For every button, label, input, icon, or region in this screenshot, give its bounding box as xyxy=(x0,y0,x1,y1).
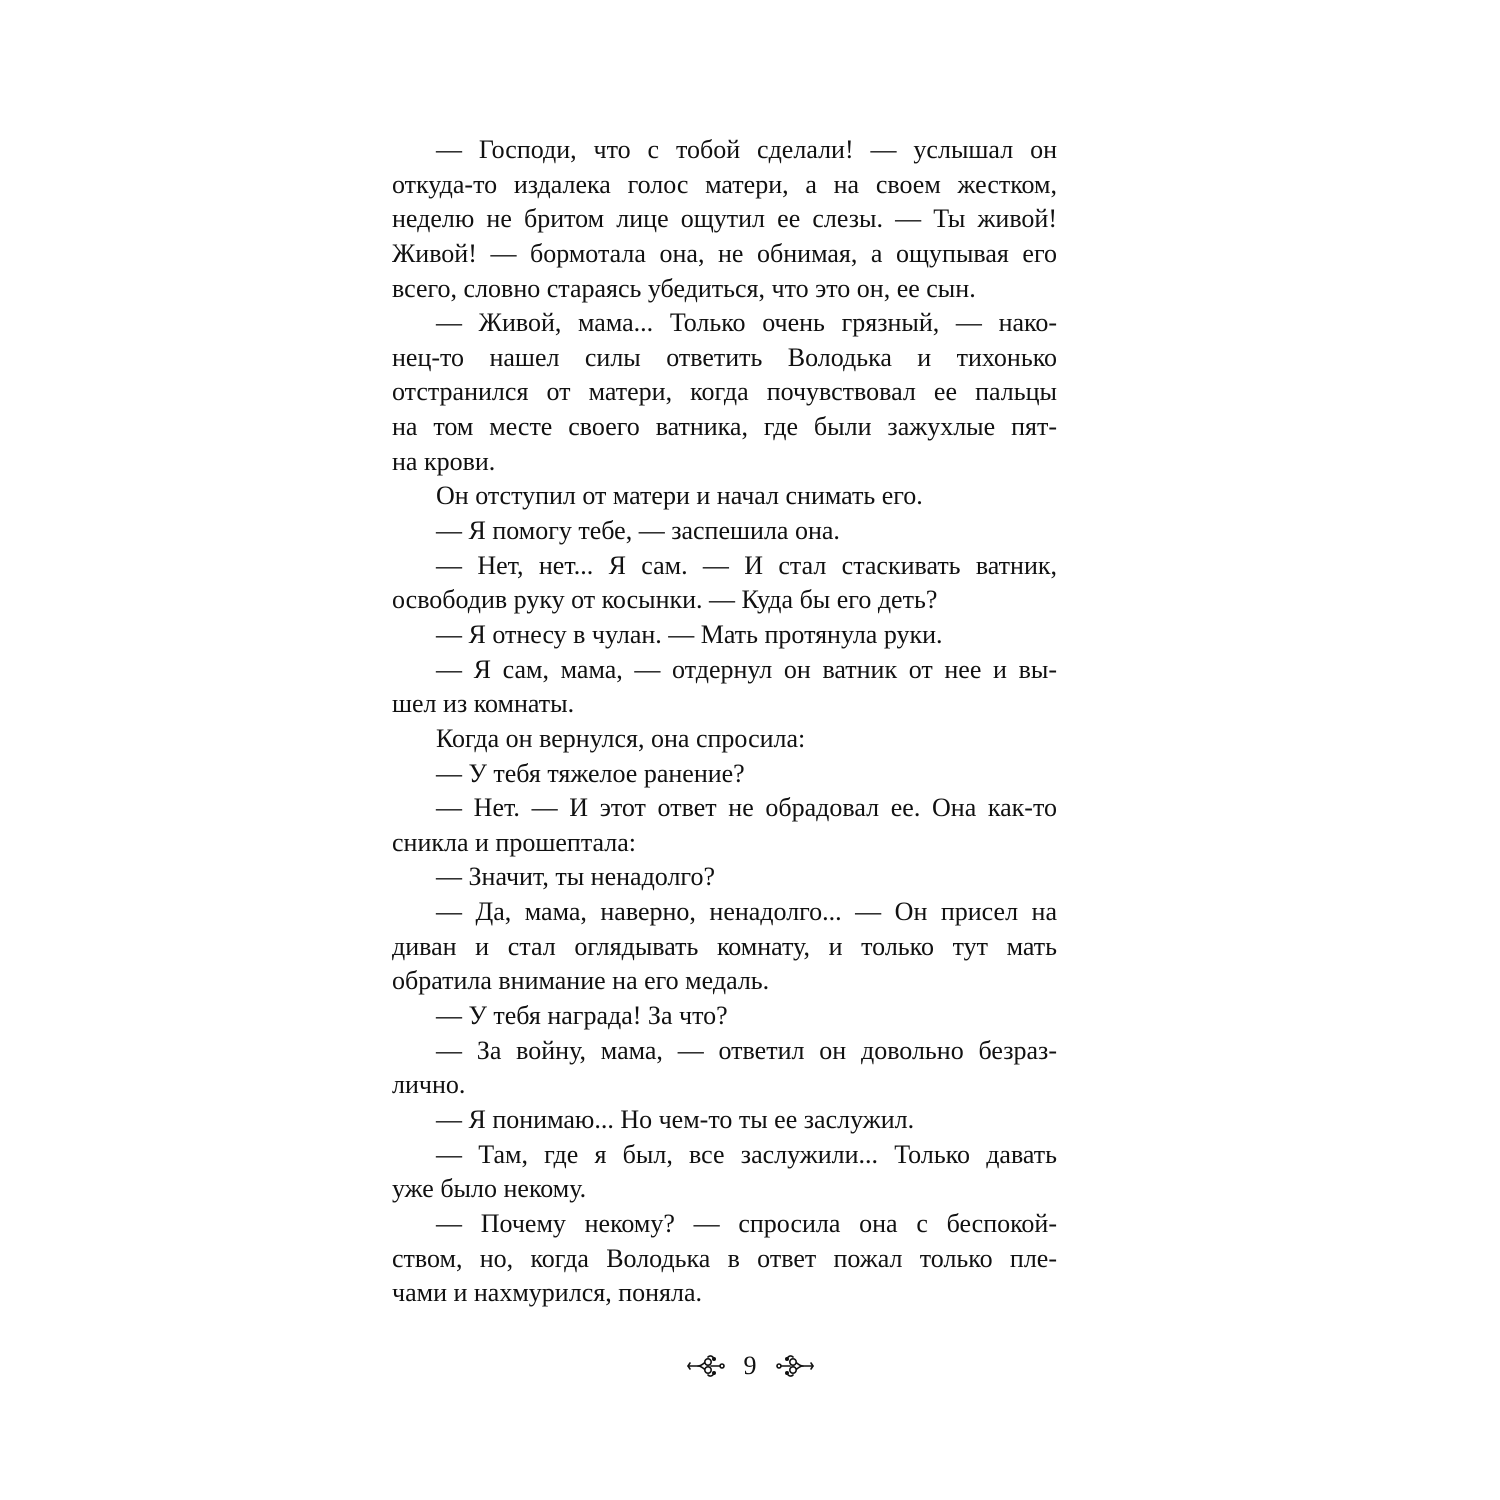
fleuron-right-icon xyxy=(775,1354,815,1378)
text-line: освободив руку от косынки. — Куда бы его деть? xyxy=(392,585,938,615)
text-line: — Я понимаю... Но чем-то ты ее заслужил. xyxy=(436,1104,915,1134)
text-line: — У тебя тяжелое ранение? xyxy=(436,758,745,788)
text-line: — Нет, нет... Я сам. — И стал стаскивать ватник, xyxy=(436,550,1057,580)
text-line: неделю не бритом лице ощутил ее слезы. — Ты живой! xyxy=(392,204,1057,234)
text-line: — За войну, мама, — ответил он довольно безраз- xyxy=(436,1035,1057,1065)
text-line: лично. xyxy=(392,1070,466,1100)
text-line: — Я сам, мама, — отдернул он ватник от нее и вы- xyxy=(436,654,1057,684)
text-line: — Значит, ты ненадолго? xyxy=(436,862,715,892)
text-line: обратила внимание на его медаль. xyxy=(392,966,770,996)
text-line: отстранился от матери, когда почувствовал ее пальцы xyxy=(392,377,1057,407)
body-text xyxy=(392,133,1057,1311)
text-line: нец-то нашел силы ответить Володька и тихонько xyxy=(392,342,1057,372)
page-number: 9 xyxy=(743,1351,757,1380)
text-line: — Там, где я был, все заслужили... Только давать xyxy=(436,1139,1057,1169)
text-line: уже было некому. xyxy=(392,1174,587,1204)
text-line: на крови. xyxy=(392,446,496,476)
text-line: на том месте своего ватника, где были зажухлые пят- xyxy=(392,412,1057,442)
text-line: — У тебя награда! За что? xyxy=(436,1001,728,1031)
text-line: всего, словно стараясь убедиться, что это он, ее сын. xyxy=(392,273,976,303)
text-line: Когда он вернулся, она спросила: xyxy=(436,723,806,753)
page-footer xyxy=(0,1346,1500,1386)
text-line: шел из комнаты. xyxy=(392,689,575,719)
text-line: Он отступил от матери и начал снимать его. xyxy=(436,481,923,511)
text-line: диван и стал оглядывать комнату, и только тут мать xyxy=(392,931,1057,961)
fleuron-left-icon xyxy=(686,1354,726,1378)
text-line: ством, но, когда Володька в ответ пожал только пле- xyxy=(392,1243,1057,1273)
text-line: — Да, мама, наверно, ненадолго... — Он присел на xyxy=(436,897,1057,927)
text-line: — Господи, что с тобой сделали! — услышал он xyxy=(436,135,1057,164)
text-line: чами и нахмурился, поняла. xyxy=(392,1278,702,1308)
text-line: откуда-то издалека голос матери, а на своем жестком, xyxy=(392,169,1057,199)
text-line: — Я помогу тебе, — заспешила она. xyxy=(436,516,840,546)
text-line: сникла и прошептала: xyxy=(392,827,637,857)
text-line: — Я отнесу в чулан. — Мать протянула руки. xyxy=(436,619,943,649)
text-line: — Нет. — И этот ответ не обрадовал ее. Она как-то xyxy=(436,793,1057,823)
text-line: — Почему некому? — спросила она с беспокой- xyxy=(436,1208,1057,1238)
text-line: — Живой, мама... Только очень грязный, — нако- xyxy=(436,308,1057,338)
text-line: Живой! — бормотала она, не обнимая, а ощупывая его xyxy=(392,238,1057,268)
